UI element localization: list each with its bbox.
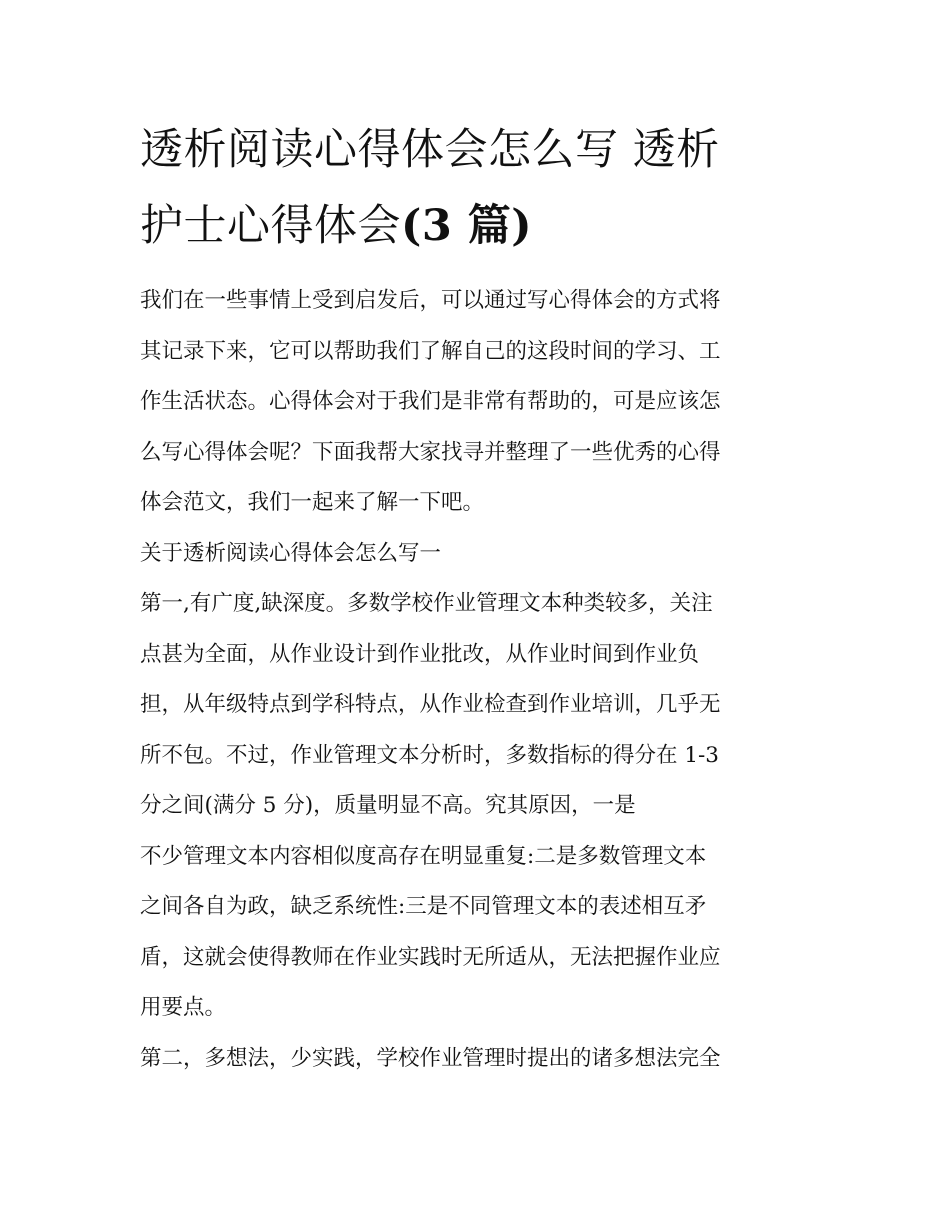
text-line: 用要点。 <box>140 995 227 1020</box>
intro-paragraph <box>140 276 820 529</box>
title-line-2 <box>140 188 820 264</box>
text-line: 盾，这就会使得教师在作业实践时无所适从，无法把握作业应 <box>140 944 721 970</box>
text-line: 其记录下来，它可以帮助我们了解自己的这段时间的学习、工 <box>140 338 721 364</box>
text-line: 体会范文，我们一起来了解一下吧。 <box>140 490 485 515</box>
point-one-paragraph <box>140 579 820 1034</box>
title-text-bold: (3 篇) <box>401 201 533 251</box>
title-text-normal: 护士心得体会 <box>140 201 401 251</box>
text-line: 第一,有广度,缺深度。多数学校作业管理文本种类较多，关注 <box>140 591 713 616</box>
point-two-paragraph <box>140 1034 820 1085</box>
document-body <box>140 276 820 1084</box>
text-line: 之间各自为政，缺乏系统性:三是不同管理文本的表述相互矛 <box>140 894 707 919</box>
text-line: 么写心得体会呢？下面我帮大家找寻并整理了一些优秀的心得 <box>140 439 721 465</box>
document-title <box>140 112 820 264</box>
text-line: 第二，多想法，少实践，学校作业管理时提出的诸多想法完全 <box>140 1045 721 1071</box>
text-line: 担，从年级特点到学科特点，从作业检查到作业培训，几乎无 <box>140 692 721 717</box>
text-line: 不少管理文本内容相似度高存在明显重复:二是多数管理文本 <box>140 843 707 869</box>
text-line: 我们在一些事情上受到启发后，可以通过写心得体会的方式将 <box>140 288 721 313</box>
section-heading <box>140 529 820 580</box>
text-line: 分之间(满分 5 分)，质量明显不高。究其原因，一是 <box>140 793 636 818</box>
text-line: 关于透析阅读心得体会怎么写一 <box>140 540 442 566</box>
text-line: 所不包。不过，作业管理文本分析时，多数指标的得分在 1-3 <box>140 742 719 768</box>
text-line: 点甚为全面，从作业设计到作业批改，从作业时间到作业负 <box>140 641 700 667</box>
title-line-1: 透析阅读心得体会怎么写 透析 <box>140 125 720 175</box>
text-line: 作生活状态。心得体会对于我们是非常有帮助的，可是应该怎 <box>140 389 721 414</box>
